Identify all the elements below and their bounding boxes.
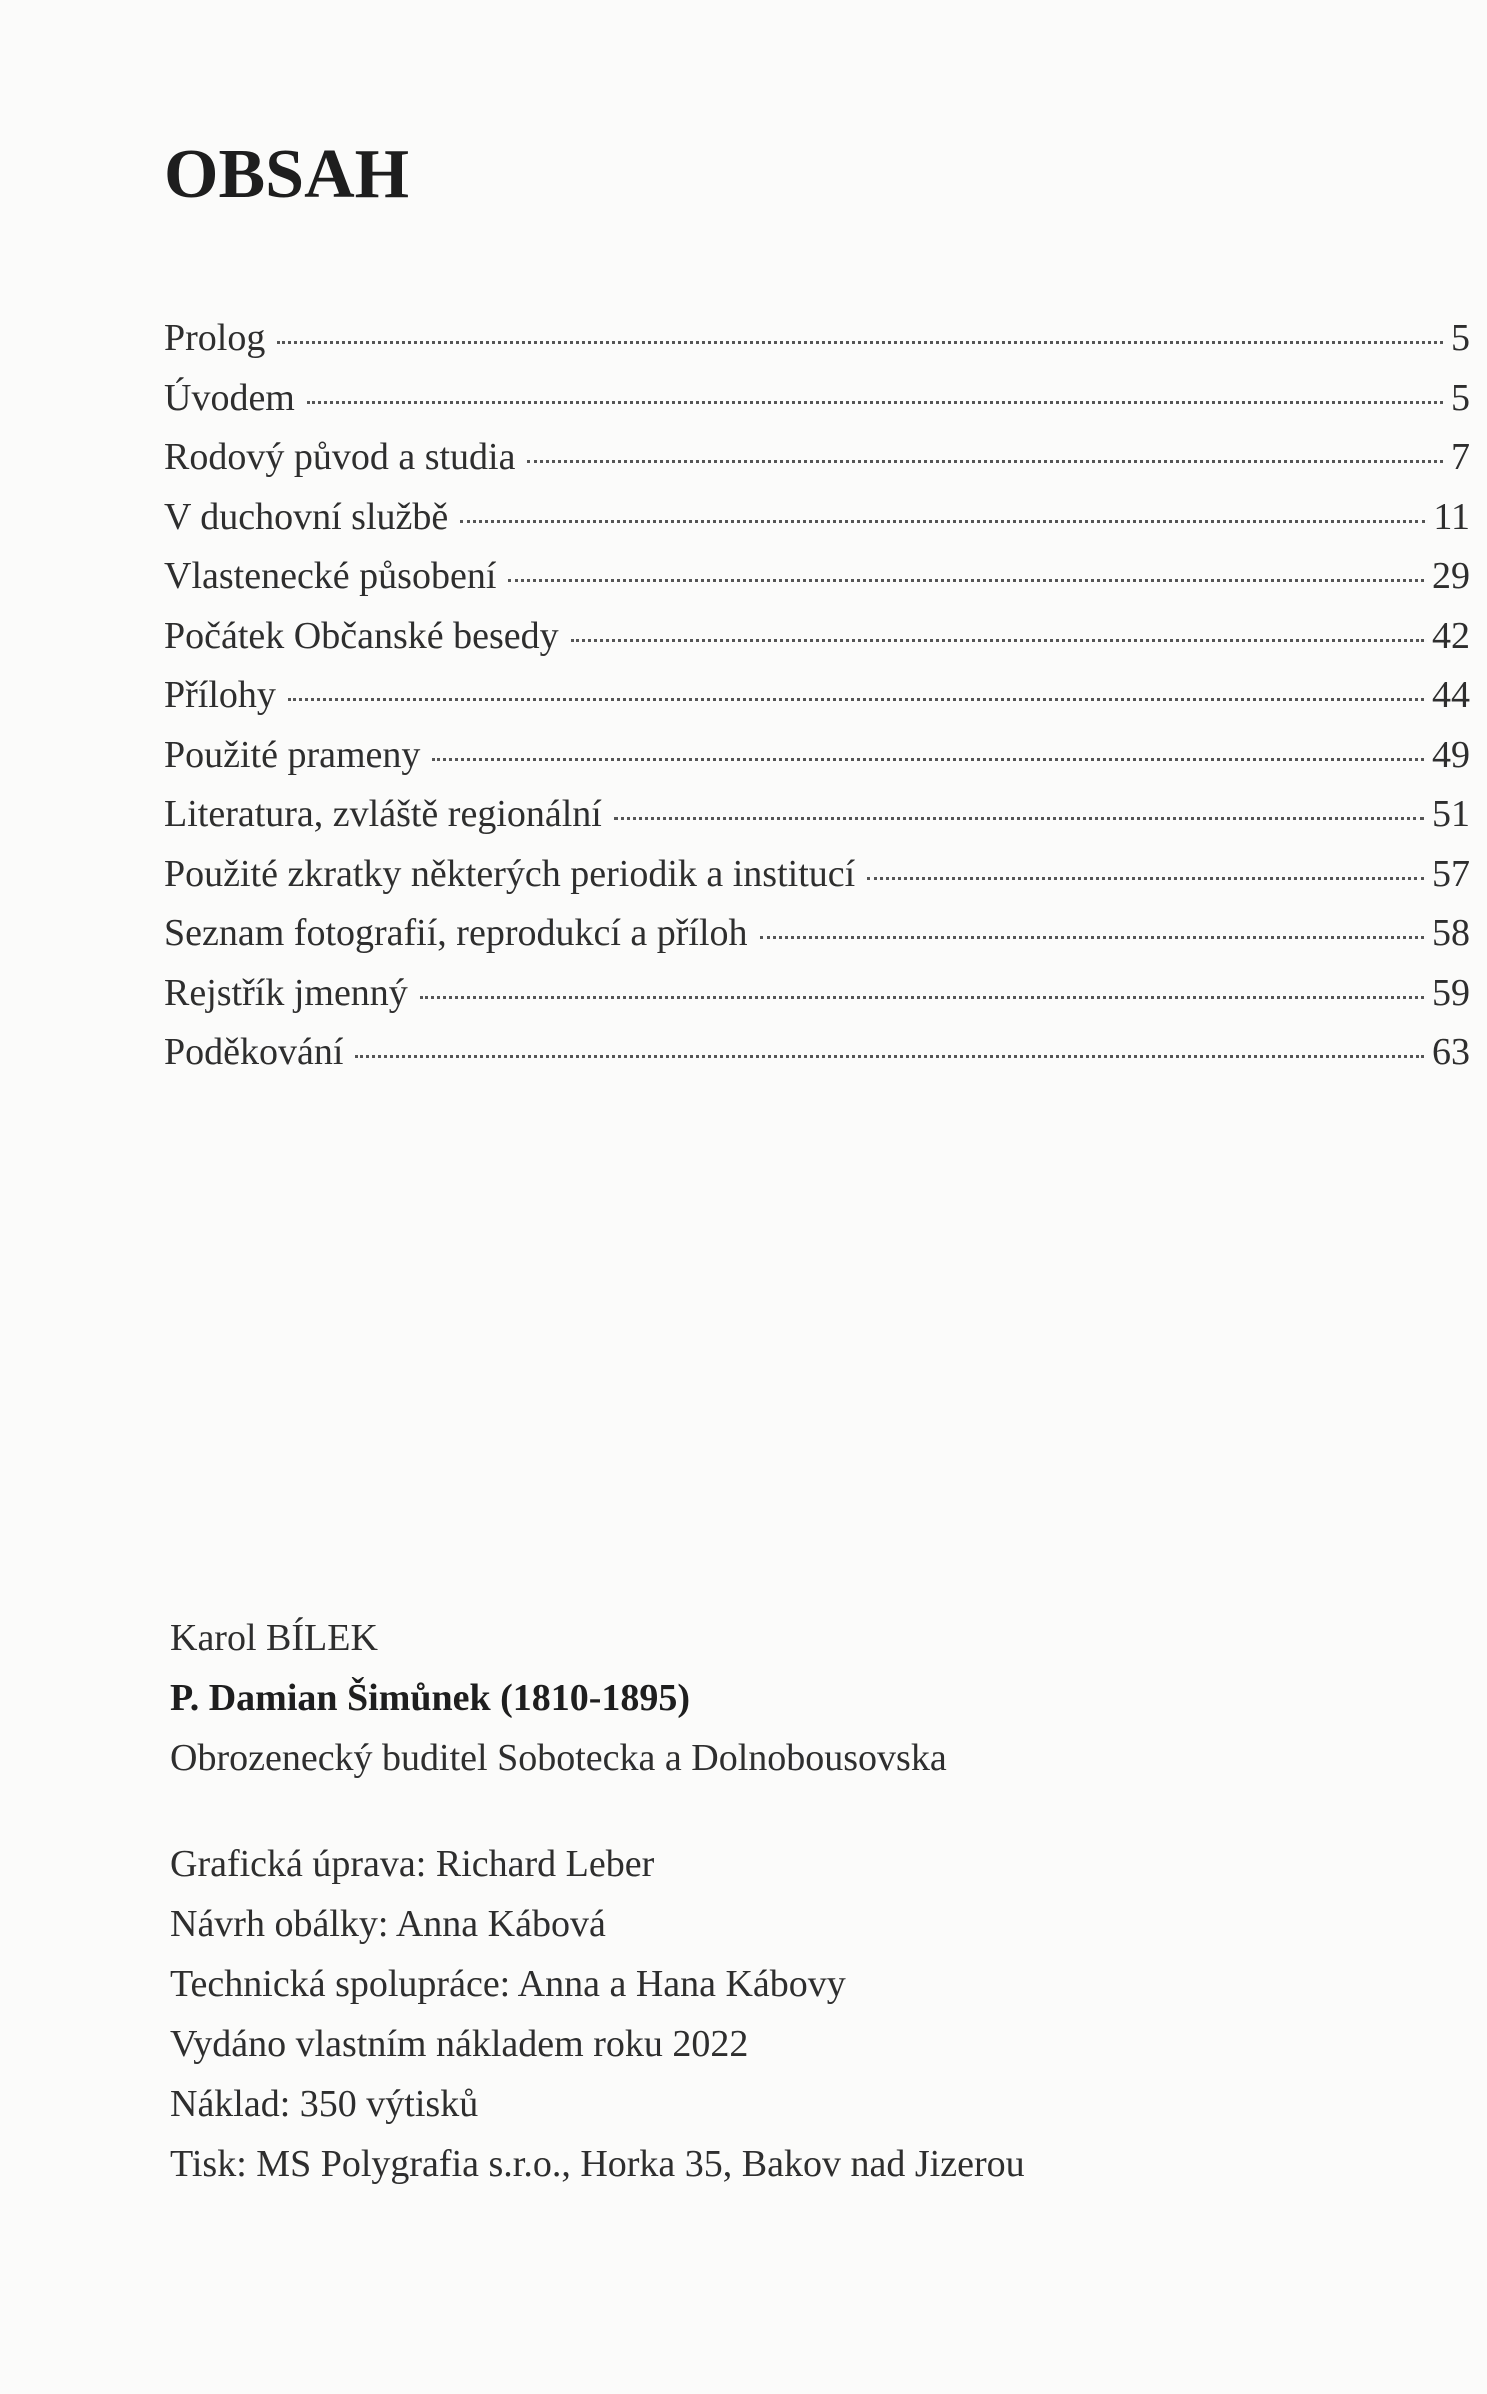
toc-entry-label: Seznam fotografií, reprodukcí a příloh — [164, 912, 748, 954]
toc-leader-dots — [432, 758, 1424, 761]
toc-leader-dots — [760, 936, 1424, 939]
toc-entry-label: Použité zkratky některých periodik a institucí — [164, 852, 856, 895]
toc-entry-page: 29 — [1432, 555, 1470, 597]
graphic-design-credit: Grafická úprava: Richard Leber — [170, 1843, 655, 1885]
toc-entry — [164, 845, 1470, 905]
book-subtitle: Obrozenecký buditel Sobotecka a Dolnobousovska — [170, 1737, 947, 1779]
toc-entry — [164, 309, 1470, 369]
toc-entry-label: Vlastenecké působení — [164, 555, 497, 597]
toc-entry-label: Přílohy — [164, 674, 276, 716]
toc-entry-page: 51 — [1432, 793, 1470, 835]
toc-leader-dots — [527, 460, 1443, 463]
toc-entry-page: 63 — [1432, 1031, 1470, 1073]
toc-leader-dots — [277, 341, 1443, 344]
toc-entry-page: 7 — [1451, 436, 1470, 478]
toc-entry-page: 42 — [1432, 614, 1470, 657]
toc-entry — [164, 785, 1470, 845]
toc-entry — [164, 428, 1470, 488]
toc-entry — [164, 904, 1470, 964]
toc-entry-page: 11 — [1433, 495, 1470, 538]
technical-cooperation-credit: Technická spolupráce: Anna a Hana Kábovy — [170, 1963, 846, 2005]
toc-entry — [164, 726, 1470, 786]
print-run: Náklad: 350 výtisků — [170, 2083, 479, 2125]
toc-entry-page: 57 — [1432, 852, 1470, 895]
toc-entry-page: 58 — [1432, 912, 1470, 954]
toc-entry — [164, 607, 1470, 667]
toc-entry-label: V duchovní službě — [164, 495, 449, 538]
toc-leader-dots — [288, 698, 1424, 701]
toc-entry — [164, 369, 1470, 429]
toc-leader-dots — [867, 877, 1424, 880]
spacer — [170, 1788, 1370, 1834]
toc-entry — [164, 666, 1470, 726]
table-of-contents — [164, 309, 1470, 1083]
toc-entry — [164, 488, 1470, 548]
toc-leader-dots — [571, 639, 1424, 642]
toc-leader-dots — [355, 1055, 1424, 1058]
toc-entry-page: 49 — [1432, 733, 1470, 776]
toc-leader-dots — [508, 579, 1424, 582]
toc-entry-page: 5 — [1451, 376, 1470, 419]
toc-leader-dots — [420, 996, 1424, 999]
author-name: Karol BÍLEK — [170, 1617, 378, 1659]
toc-entry — [164, 547, 1470, 607]
toc-entry-page: 59 — [1432, 971, 1470, 1014]
toc-entry-page: 44 — [1432, 674, 1470, 716]
toc-entry-label: Prolog — [164, 317, 266, 359]
printer-info: Tisk: MS Polygrafia s.r.o., Horka 35, Bakov nad Jizerou — [170, 2143, 1025, 2185]
toc-entry-label: Použité prameny — [164, 733, 421, 776]
toc-entry-label: Literatura, zvláště regionální — [164, 793, 602, 835]
book-title: P. Damian Šimůnek (1810-1895) — [170, 1677, 691, 1719]
toc-entry-label: Počátek Občanské besedy — [164, 614, 559, 657]
toc-entry — [164, 964, 1470, 1024]
toc-entry-label: Rejstřík jmenný — [164, 971, 408, 1014]
cover-design-credit: Návrh obálky: Anna Kábová — [170, 1903, 606, 1945]
toc-entry-page: 5 — [1451, 317, 1470, 359]
toc-entry-label: Poděkování — [164, 1031, 344, 1073]
toc-leader-dots — [614, 817, 1424, 820]
toc-leader-dots — [460, 520, 1425, 523]
page-title: OBSAH — [164, 136, 410, 213]
colophon — [170, 1608, 1370, 2194]
toc-entry — [164, 1023, 1470, 1083]
toc-leader-dots — [307, 401, 1443, 404]
publication-note: Vydáno vlastním nákladem roku 2022 — [170, 2023, 749, 2065]
toc-entry-label: Rodový původ a studia — [164, 436, 516, 478]
toc-entry-label: Úvodem — [164, 376, 295, 419]
